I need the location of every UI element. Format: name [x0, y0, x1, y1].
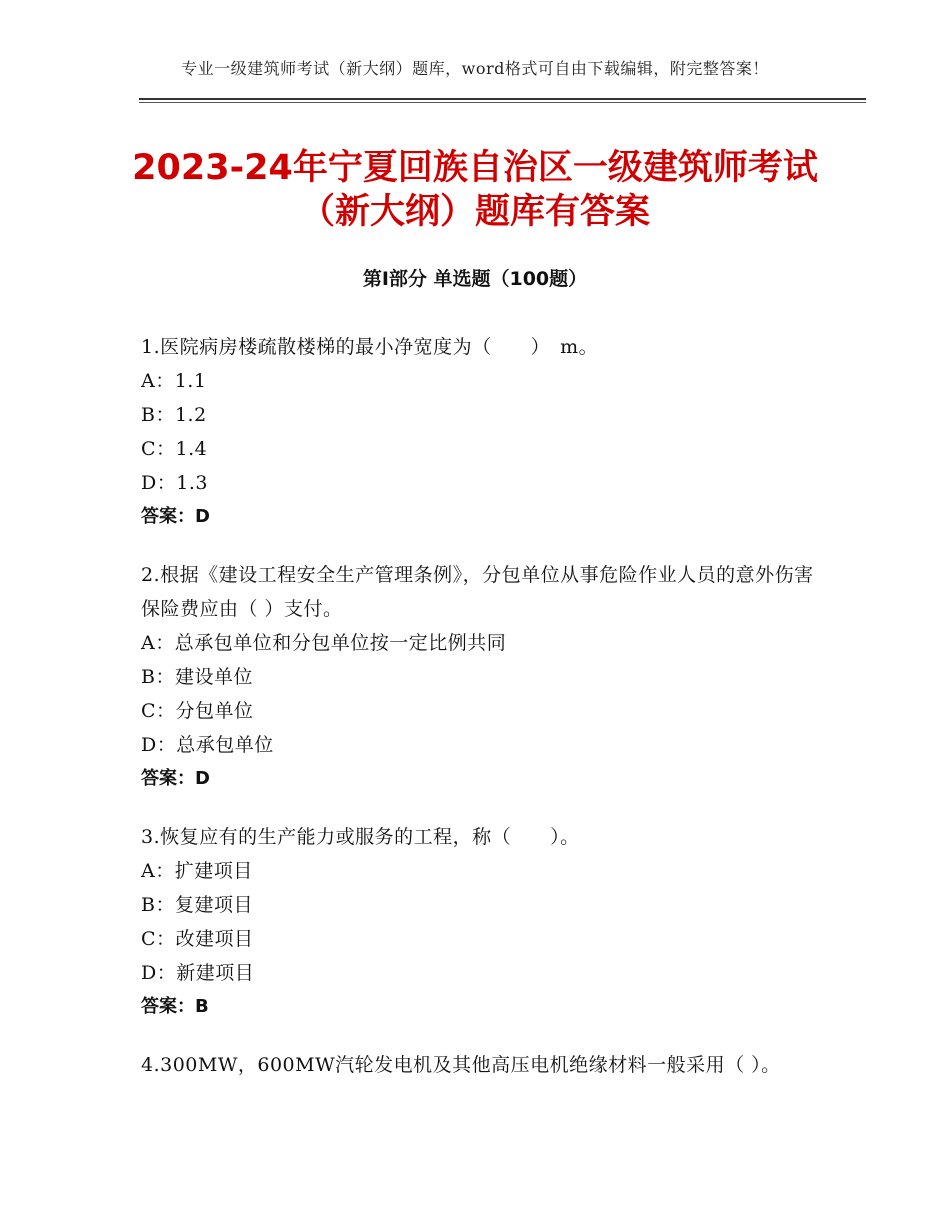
- header-rule-thick: [139, 98, 866, 100]
- header-rule-thin: [139, 102, 866, 103]
- question-list: [141, 330, 821, 1106]
- question-text: 2.根据《建设工程安全生产管理条例》，分包单位从事危险作业人员的意外伤害保险费应由（ ）支付。: [141, 564, 814, 620]
- question-text: 3.恢复应有的生产能力或服务的工程，称（ ）。: [141, 826, 580, 848]
- document-title-line-1: 2023-24年宁夏回族自治区一级建筑师考试: [132, 148, 818, 188]
- question-4: [141, 1048, 821, 1082]
- question-3: [141, 820, 821, 1024]
- answer: 答案：B: [141, 996, 209, 1017]
- page-header-text: 专业一级建筑师考试（新大纲）题库，word格式可自由下载编辑，附完整答案！: [181, 59, 769, 78]
- option-c: C：改建项目: [141, 928, 254, 950]
- option-a: A：总承包单位和分包单位按一定比例共同: [141, 632, 507, 654]
- option-d: D：新建项目: [141, 962, 255, 984]
- document-title-line-2: （新大纲）题库有答案: [299, 192, 650, 232]
- document-title: [100, 146, 850, 234]
- answer: 答案：D: [141, 768, 210, 789]
- option-b: B：1.2: [141, 404, 207, 426]
- option-a: A：1.1: [141, 370, 207, 392]
- question-1: [141, 330, 821, 534]
- option-a: A：扩建项目: [141, 860, 253, 882]
- option-d: D：总承包单位: [141, 734, 274, 756]
- answer: 答案：D: [141, 506, 210, 527]
- option-c: C：分包单位: [141, 700, 254, 722]
- option-d: D：1.3: [141, 472, 208, 494]
- option-c: C：1.4: [141, 438, 208, 460]
- question-text: 4.300MW，600MW汽轮发电机及其他高压电机绝缘材料一般采用（ ）。: [141, 1054, 781, 1076]
- question-text: 1.医院病房楼疏散楼梯的最小净宽度为（ ） m。: [141, 336, 599, 358]
- option-b: B：建设单位: [141, 666, 253, 688]
- option-b: B：复建项目: [141, 894, 253, 916]
- section-title: 第Ⅰ部分 单选题（100题）: [362, 268, 588, 290]
- question-2: [141, 558, 821, 796]
